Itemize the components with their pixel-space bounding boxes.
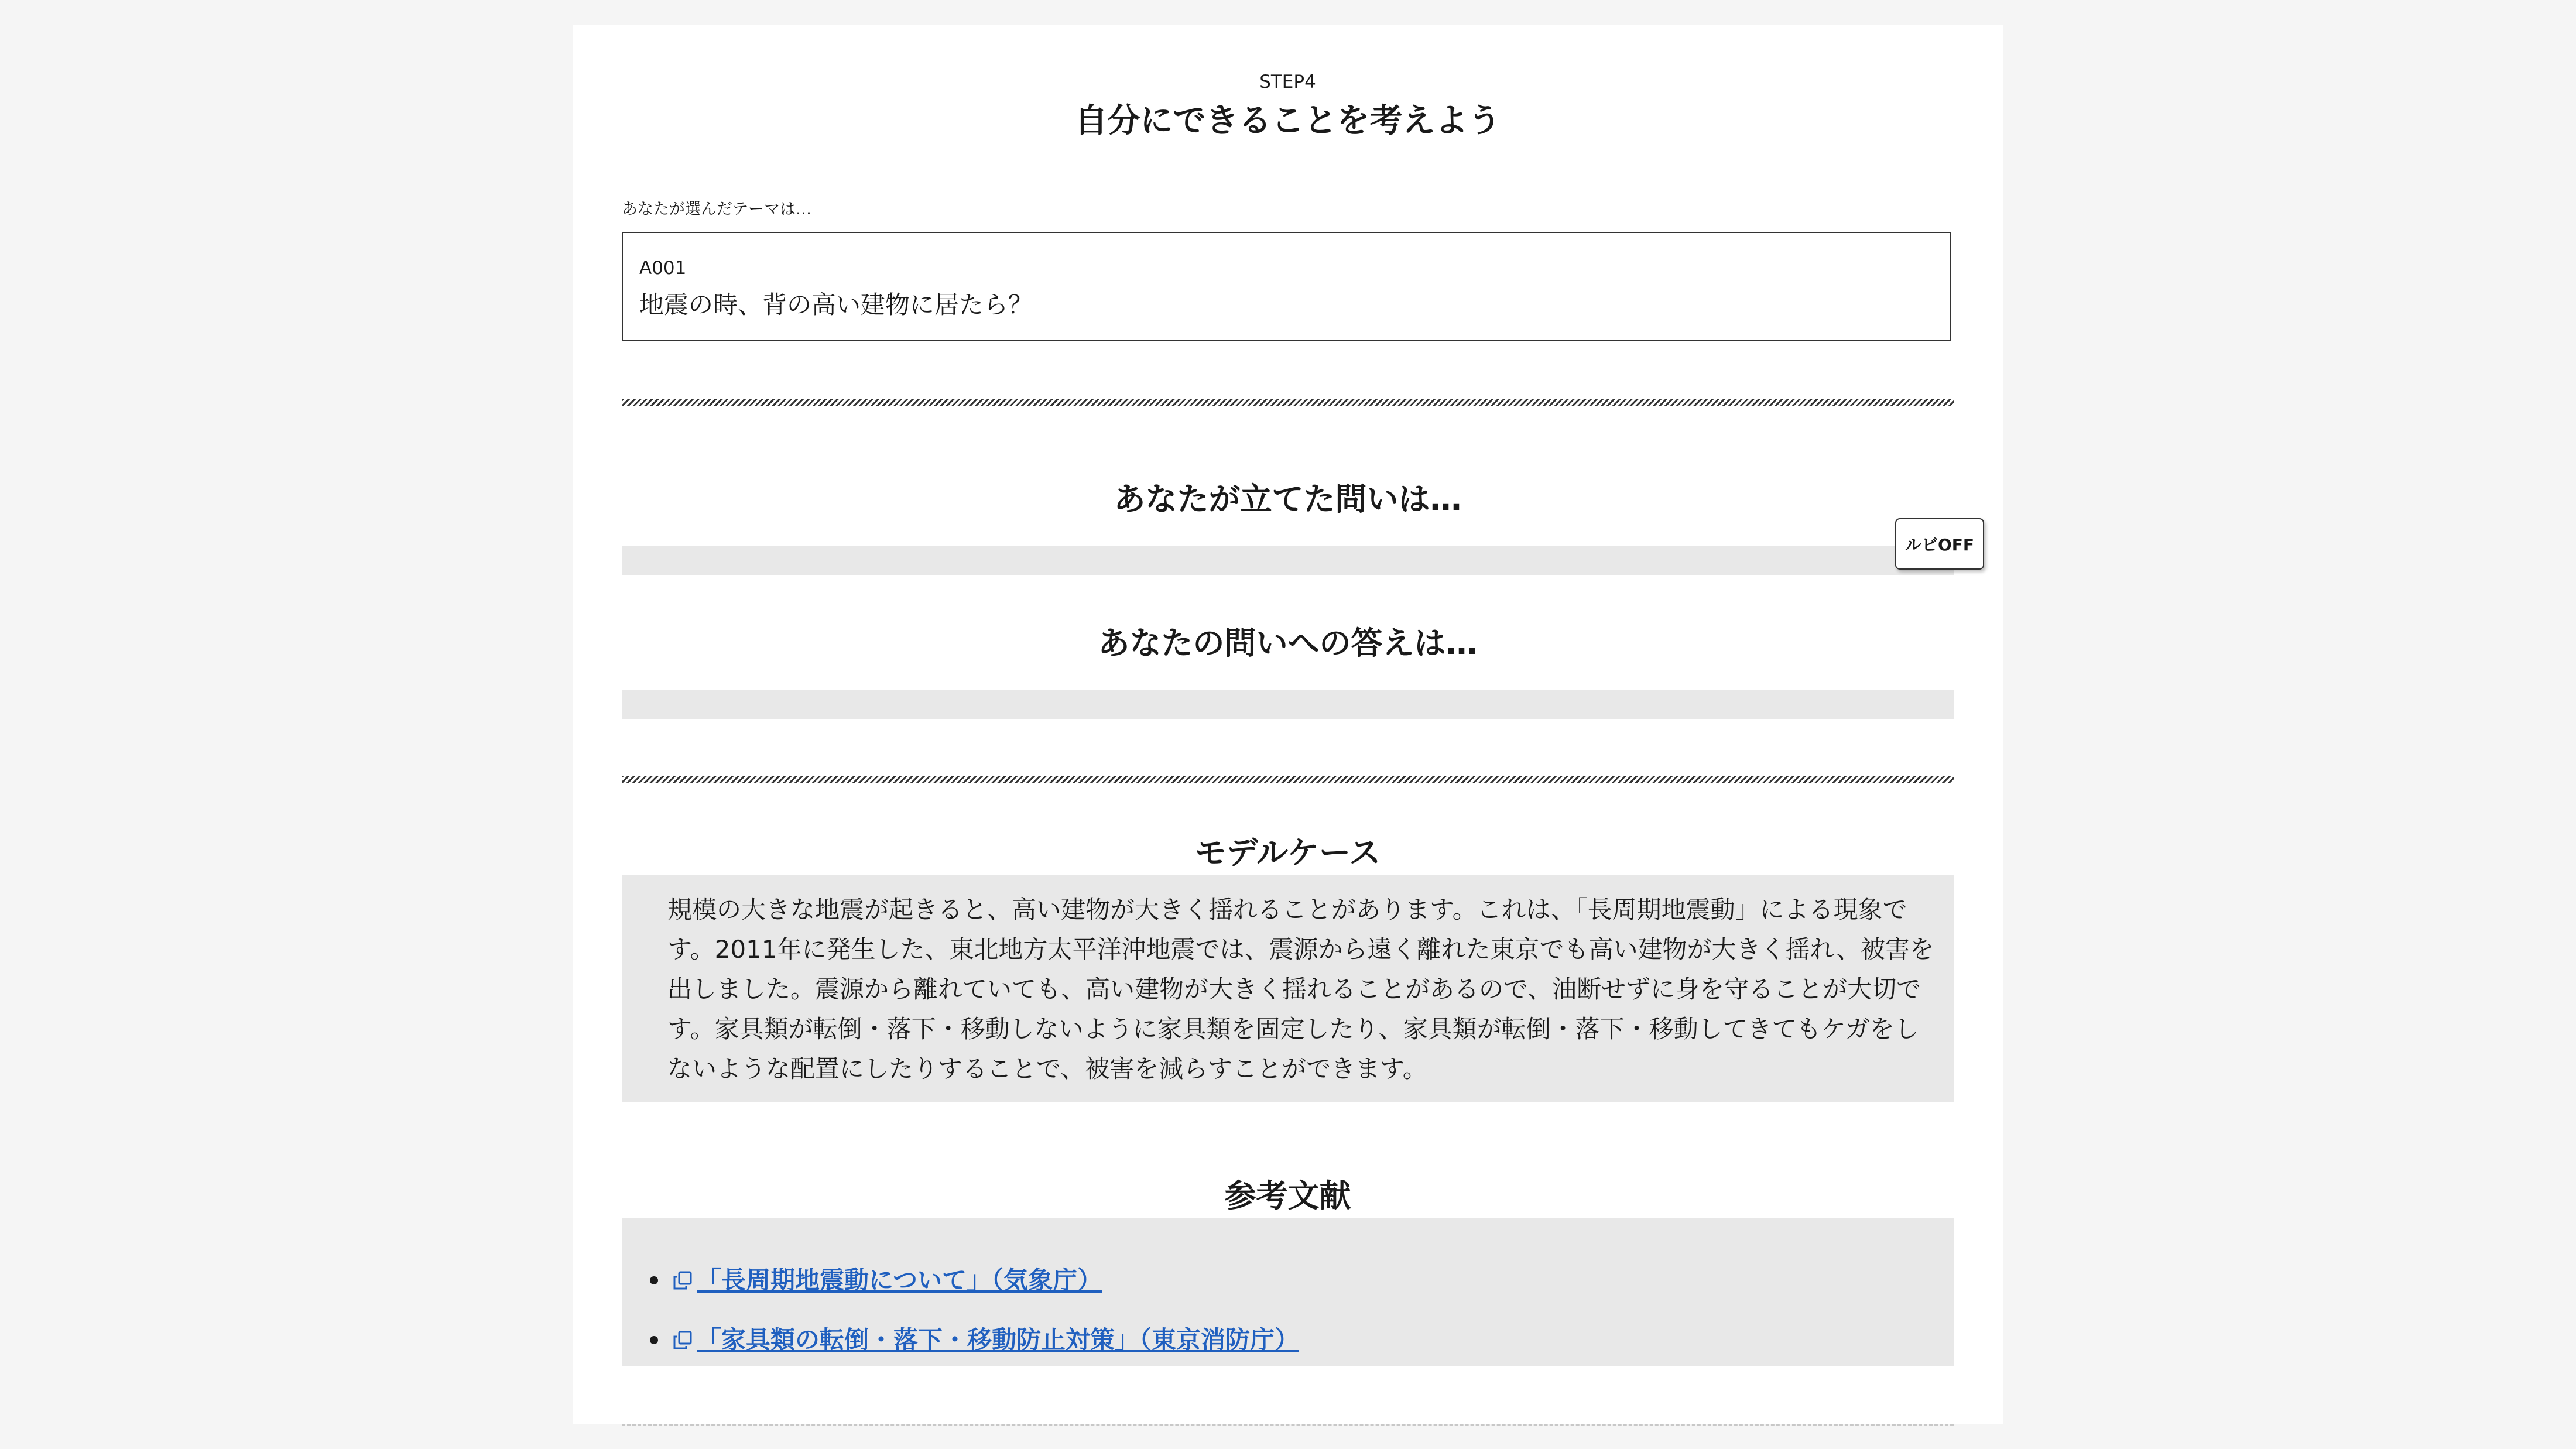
step-label: STEP4 — [1259, 71, 1316, 93]
external-link-icon — [671, 1328, 694, 1352]
reference-item — [650, 1323, 1299, 1357]
reference-item — [650, 1263, 1102, 1297]
dashed-divider — [622, 1424, 1954, 1426]
model-case-text: 規模の大きな地震が起きると、高い建物が大きく揺れることがあります。これは、「長周期地震動」による現象です。2011年に発生した、東北地方太平洋沖地震では、震源から遠く離れた東京でも高い建物が大きく揺れ、被害を出しました。震源から離れていても、高い建物が大きく揺れることがあるので、油断せずに身を守ることが大切です。家具類が転倒・落下・移動しないように家具類を固定したり、家具類が転倒・落下・移動してきてもケガをしないような配置にしたりすることで、被害を減らすことができます。 — [667, 895, 1935, 1083]
answer-heading: あなたの問いへの答えは… — [1098, 625, 1478, 662]
bullet-icon — [650, 1276, 658, 1284]
ruby-toggle-button[interactable]: ルビOFF — [1895, 518, 1984, 570]
model-case-heading: モデルケース — [1194, 834, 1381, 871]
references-heading: 参考文献 — [1224, 1177, 1351, 1214]
references-panel — [622, 1218, 1954, 1366]
answer-field — [622, 690, 1954, 719]
question-heading: あなたが立てた問いは… — [1114, 481, 1462, 518]
hatched-divider — [622, 399, 1954, 406]
content-card — [573, 25, 2003, 1424]
external-link-icon — [671, 1269, 694, 1292]
question-answer-field — [622, 546, 1954, 575]
page-title: 自分にできることを考えよう — [1074, 102, 1501, 140]
reference-link-tfd[interactable]: 「家具類の転倒・落下・移動防止対策」（東京消防庁） — [697, 1325, 1300, 1354]
model-case-panel — [622, 875, 1954, 1102]
theme-code: A001 — [639, 258, 687, 279]
theme-caption: あなたが選んだテーマは… — [622, 200, 811, 218]
hatched-divider — [622, 776, 1954, 783]
reference-link-jma[interactable]: 「長周期地震動について」（気象庁） — [697, 1266, 1102, 1294]
theme-box — [622, 232, 1951, 341]
bullet-icon — [650, 1336, 658, 1344]
theme-title: 地震の時、背の高い建物に居たら？ — [639, 290, 1033, 319]
